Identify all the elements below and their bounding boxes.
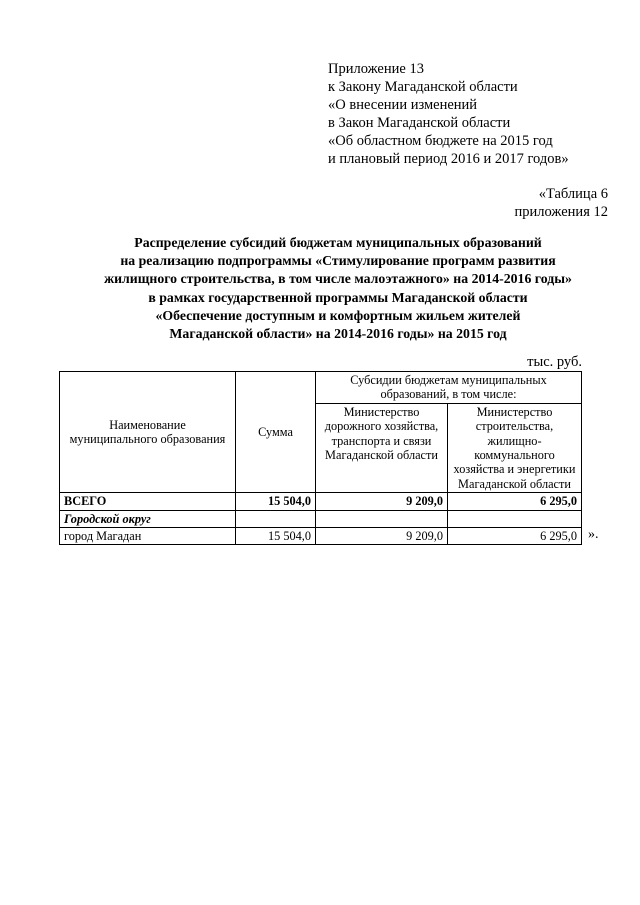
total-sum: 15 504,0	[236, 493, 316, 510]
empty-cell	[448, 510, 582, 527]
appendix-line: «О внесении изменений	[328, 97, 478, 113]
appendix-line: к Закону Магаданской области	[328, 79, 518, 95]
section-label: Городской округ	[60, 510, 236, 527]
title-line: жилищного строительства, в том числе малоэтажного» на 2014-2016 годы»	[104, 271, 572, 287]
total-roads: 9 209,0	[316, 493, 448, 510]
appendix-reference	[328, 60, 569, 168]
empty-cell	[316, 510, 448, 527]
appendix-line: Приложение 13	[328, 61, 424, 77]
document-title	[40, 234, 636, 343]
total-row	[60, 493, 582, 510]
section-row	[60, 510, 582, 527]
appendix-line: в Закон Магаданской области	[328, 115, 511, 131]
title-line: на реализацию подпрограммы «Стимулирование программ развития	[120, 253, 556, 269]
title-line: в рамках государственной программы Магаданской области	[148, 289, 528, 305]
appendix-number: приложения 12	[514, 204, 608, 220]
closing-quote: ».	[588, 527, 599, 542]
appendix-line: и плановый период 2016 и 2017 годов»	[328, 151, 569, 167]
header-sum: Сумма	[236, 372, 316, 493]
currency-unit: тыс. руб.	[527, 354, 582, 370]
header-ministry-construction: Министерство строительства, жилищно-коммунального хозяйства и энергетики Магаданской области	[448, 403, 582, 492]
table-row	[60, 528, 582, 545]
header-name: Наименование муниципального образования	[60, 372, 236, 493]
row-name: город Магадан	[60, 528, 236, 545]
header-subsidies-group: Субсидии бюджетам муниципальных образований, в том числе:	[316, 372, 582, 404]
title-line: Распределение субсидий бюджетам муниципальных образований	[134, 235, 542, 250]
appendix-line: «Об областном бюджете на 2015 год	[328, 133, 553, 149]
row-roads: 9 209,0	[316, 528, 448, 545]
title-line: «Обеспечение доступным и комфортным жильем жителей	[155, 307, 521, 323]
total-construction: 6 295,0	[448, 493, 582, 510]
header-ministry-roads: Министерство дорожного хозяйства, транспорта и связи Магаданской области	[316, 403, 448, 492]
row-construction: 6 295,0	[448, 528, 582, 545]
subsidy-table	[59, 371, 582, 545]
title-line: Магаданской области» на 2014-2016 годы» на 2015 год	[169, 326, 507, 342]
row-sum: 15 504,0	[236, 528, 316, 545]
table-reference	[515, 185, 608, 221]
empty-cell	[236, 510, 316, 527]
total-label: ВСЕГО	[60, 493, 236, 510]
table-number: «Таблица 6	[538, 186, 608, 202]
header-row	[60, 372, 582, 404]
